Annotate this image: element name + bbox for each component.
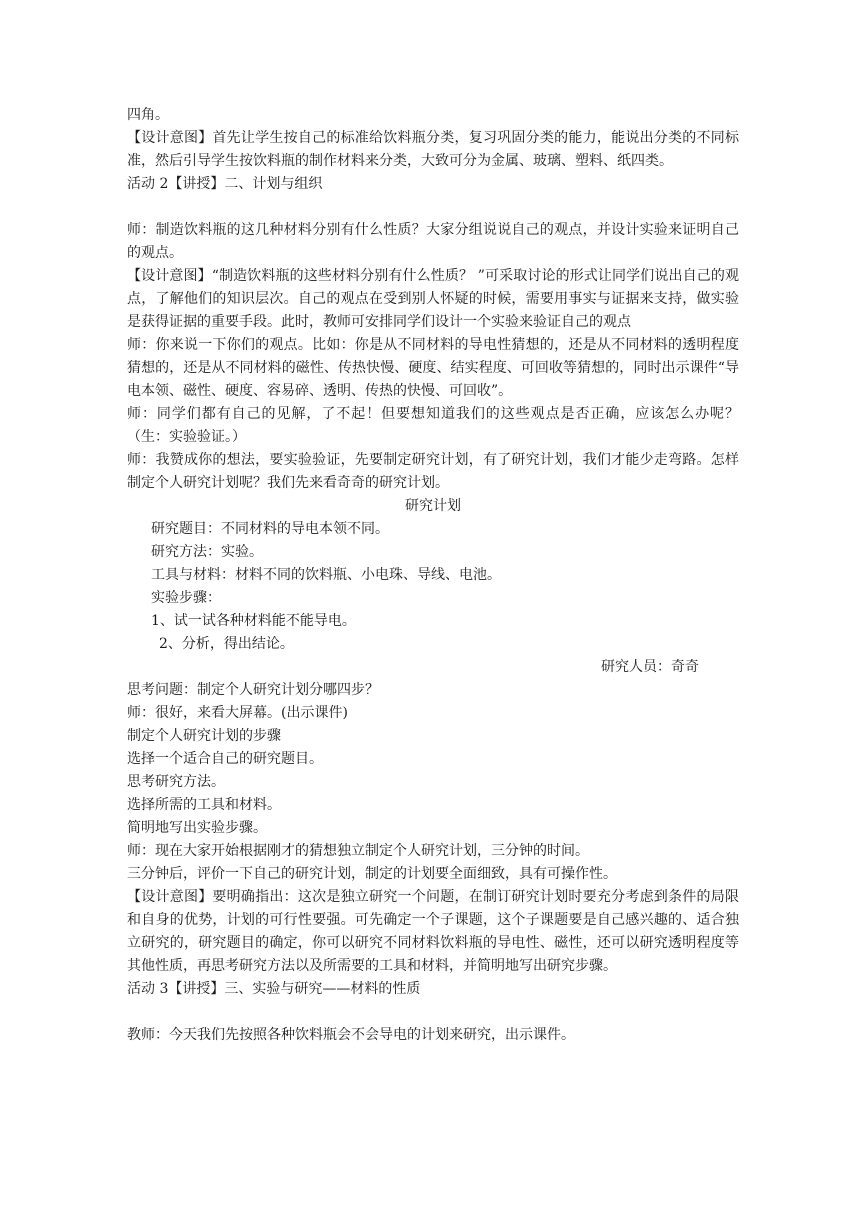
- paragraph: 教师：今天我们先按照各种饮料瓶会不会导电的计划来研究，出示课件。: [127, 1027, 575, 1043]
- blank-line: [127, 196, 739, 219]
- list-item: 简明地写出实验步骤。: [127, 820, 267, 836]
- paragraph: 师：制造饮料瓶的这几种材料分别有什么性质？大家分组说说自己的观点，并设计实验来证明自己的观点。: [127, 222, 739, 261]
- paragraph: 三分钟后，评价一下自己的研究计划，制定的计划要全面细致，具有可操作性。: [127, 866, 617, 882]
- list-item: 选择一个适合自己的研究题目。: [127, 751, 323, 767]
- plan-title: 研究计划: [405, 498, 461, 514]
- plan-steps-label: 实验步骤：: [151, 590, 221, 606]
- plan-method: 研究方法：实验。: [151, 544, 263, 560]
- plan-step: 2、分析，得出结论。: [159, 636, 294, 652]
- document-body: [127, 104, 739, 1047]
- paragraph: 师：我赞成你的想法，要实验验证，先要制定研究计划，有了研究计划，我们才能少走弯路。怎样制定个人研究计划呢？我们先来看奇奇的研究计划。: [127, 452, 739, 491]
- list-heading: 制定个人研究计划的步骤: [127, 728, 281, 744]
- list-item: 选择所需的工具和材料。: [127, 797, 281, 813]
- paragraph: 师：很好，来看大屏幕。(出示课件): [127, 705, 348, 721]
- activity-heading: 活动 2【讲授】二、计划与组织: [127, 176, 323, 192]
- paragraph: 思考问题：制定个人研究计划分哪四步？: [127, 682, 379, 698]
- paragraph: 师：你来说一下你们的观点。比如：你是从不同材料的导电性猜想的，还是从不同材料的透明程度猜想的，还是从不同材料的磁性、传热快慢、硬度、结实程度、可回收等猜想的，同时出示课件“导电本领、磁性、硬度、容易碎、透明、传热的快慢、可回收”。: [127, 337, 739, 399]
- paragraph: 四角。: [127, 107, 169, 123]
- paragraph: 师：同学们都有自己的见解，了不起！但要想知道我们的这些观点是否正确，应该怎么办呢？（生：实验验证。）: [127, 406, 739, 445]
- plan-step: 1、试一试各种材料能不能导电。: [151, 613, 356, 629]
- design-intent-paragraph: 【设计意图】首先让学生按自己的标准给饮料瓶分类，复习巩固分类的能力，能说出分类的不同标准，然后引导学生按饮料瓶的制作材料来分类，大致可分为金属、玻璃、塑料、纸四类。: [127, 130, 739, 169]
- plan-topic: 研究题目：不同材料的导电本领不同。: [151, 521, 389, 537]
- activity-heading: 活动 3【讲授】三、实验与研究——材料的性质: [127, 981, 421, 997]
- design-intent-paragraph: 【设计意图】要明确指出：这次是独立研究一个问题，在制订研究计划时要充分考虑到条件的局限和自身的优势，计划的可行性要强。可先确定一个子课题，这个子课题要是自己感兴趣的、适合独立研究的，研究题目的确定，你可以研究不同材料饮料瓶的导电性、磁性，还可以研究透明程度等其他性质，再思考研究方法以及所需要的工具和材料，并简明地写出研究步骤。: [127, 889, 739, 974]
- paragraph: 师：现在大家开始根据刚才的猜想独立制定个人研究计划，三分钟的时间。: [127, 843, 589, 859]
- blank-line: [127, 1001, 739, 1024]
- plan-tools: 工具与材料：材料不同的饮料瓶、小电珠、导线、电池。: [151, 567, 501, 583]
- list-item: 思考研究方法。: [127, 774, 225, 790]
- plan-author: 研究人员：奇奇: [601, 659, 699, 675]
- design-intent-paragraph: 【设计意图】“制造饮料瓶的这些材料分别有什么性质？ ”可采取讨论的形式让同学们说出自己的观点，了解他们的知识层次。自己的观点在受到别人怀疑的时候，需要用事实与证据来支持，做实验是获得证据的重要手段。此时，教师可安排同学们设计一个实验来验证自己的观点: [127, 268, 739, 330]
